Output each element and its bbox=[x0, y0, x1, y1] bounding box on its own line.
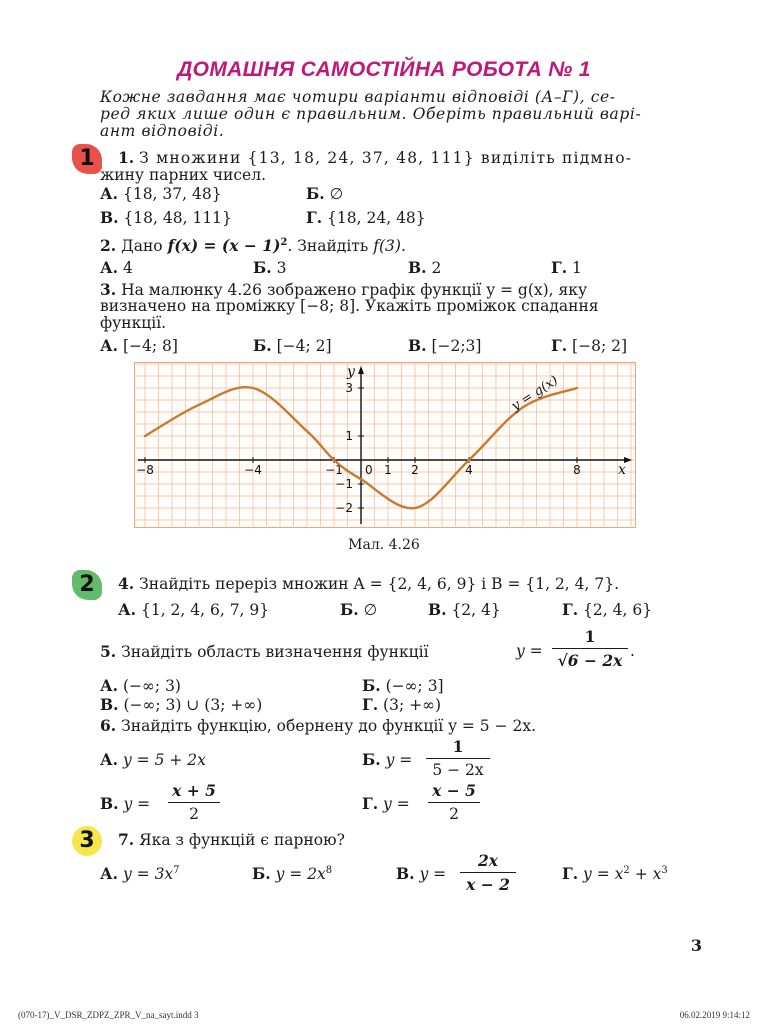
page-title: ДОМАШНЯ САМОСТІЙНА РОБОТА № 1 bbox=[177, 58, 591, 81]
task-5-period: . bbox=[630, 642, 635, 660]
task-7-option-d: Г. $y = x^2 + x^3$ bbox=[562, 864, 668, 883]
task-1-number: 1. bbox=[118, 148, 135, 167]
level-2-badge: 2 bbox=[72, 570, 102, 600]
task-7-option-c-fraction: 2x x − 2 bbox=[460, 852, 516, 893]
task-5-y-eq: y = bbox=[516, 642, 543, 660]
task-4-option-b: Б. ∅ bbox=[340, 600, 378, 619]
task-4-statement: 4. Знайдіть переріз множин A = {2, 4, 6, 9} і B = {1, 2, 4, 7}. bbox=[118, 574, 620, 593]
graph-frame bbox=[135, 363, 636, 528]
task-6-option-c-fraction: x + 5 2 bbox=[168, 782, 220, 823]
task-6-option-d-fraction: x − 5 2 bbox=[428, 782, 480, 823]
x-tick-label: 2 bbox=[411, 463, 419, 477]
y-tick-label: 3 bbox=[345, 381, 353, 395]
x-tick-label: −8 bbox=[136, 463, 154, 477]
task-6-option-b-label: Б. y = bbox=[362, 750, 413, 769]
task-4-option-d: Г. {2, 4, 6} bbox=[562, 600, 653, 619]
curve-label: y = g(x) bbox=[508, 373, 561, 415]
figure-caption: Мал. 4.26 bbox=[348, 537, 420, 553]
task-2-option-a: А. 4 bbox=[100, 258, 133, 277]
task-2-option-b: Б. 3 bbox=[253, 258, 287, 277]
task-2-option-d: Г. 1 bbox=[551, 258, 582, 277]
task-3-option-a: А. [−4; 8] bbox=[100, 336, 178, 355]
page-number: 3 bbox=[690, 936, 702, 955]
task-5-option-d: Г. (3; +∞) bbox=[362, 695, 442, 714]
task-5-statement: 5. Знайдіть область визначення функції bbox=[100, 642, 429, 661]
y-tick-label: −1 bbox=[335, 477, 353, 491]
task-5-option-a: А. (−∞; 3) bbox=[100, 676, 181, 695]
task-5-option-b: Б. (−∞; 3] bbox=[362, 676, 444, 695]
task-3-option-d: Г. [−8; 2] bbox=[551, 336, 628, 355]
task-3-option-c: В. [−2;3] bbox=[408, 336, 482, 355]
task-6-option-a: А. y = 5 + 2x bbox=[100, 750, 206, 769]
x-tick-label: −4 bbox=[244, 463, 262, 477]
function-graph bbox=[134, 362, 636, 528]
x-axis-label: x bbox=[618, 462, 626, 478]
task-6-option-d-label: Г. y = bbox=[362, 794, 410, 813]
task-7-option-c-label: В. y = bbox=[396, 864, 447, 883]
task-5-option-c: В. (−∞; 3) ∪ (3; +∞) bbox=[100, 695, 263, 714]
x-tick-label: 4 bbox=[465, 463, 473, 477]
y-tick-label: −2 bbox=[335, 501, 353, 515]
intro-line-3: ант відповіді. bbox=[100, 122, 225, 140]
task-7-option-b: Б. $y = 2x^8$ bbox=[252, 864, 333, 883]
footer-file-name: (070-17)_V_DSR_ZDPZ_ZPR_V_na_sayt.indd 3 bbox=[18, 1010, 199, 1020]
task-6-option-b-fraction: 1 5 − 2x bbox=[426, 738, 490, 779]
task-1-option-b: Б. ∅ bbox=[306, 184, 344, 203]
task-3-line-3: функції. bbox=[100, 314, 167, 332]
task-3-line-1: 3. На малюнку 4.26 зображено графік функції y = g(x), яку bbox=[100, 280, 588, 299]
task-4-option-c: В. {2, 4} bbox=[428, 600, 501, 619]
x-tick-label: −1 bbox=[325, 463, 343, 477]
task-3-line-2: визначено на проміжку [−8; 8]. Укажіть проміжок спадання bbox=[100, 297, 599, 315]
level-3-badge: 3 bbox=[72, 826, 102, 856]
task-1-option-a: А. {18, 37, 48} bbox=[100, 184, 222, 203]
task-3-option-b: Б. [−4; 2] bbox=[253, 336, 332, 355]
task-6-statement: 6. Знайдіть функцію, обернену до функції y = 5 − 2x. bbox=[100, 716, 537, 735]
task-2-formula: f(x) = (x − 1) bbox=[167, 236, 281, 255]
task-5-fraction: 1 √6 − 2x bbox=[552, 628, 628, 669]
level-1-badge: 1 bbox=[72, 144, 102, 174]
task-4-option-a: А. {1, 2, 4, 6, 7, 9} bbox=[118, 600, 270, 619]
task-6-option-c-label: В. y = bbox=[100, 794, 151, 813]
y-tick-label: 1 bbox=[345, 429, 353, 443]
intro-line-2: ред яких лише один є правильним. Оберіть правильний варі- bbox=[100, 105, 642, 123]
y-axis-label: y bbox=[347, 364, 355, 380]
x-tick-label: 0 bbox=[365, 463, 373, 477]
task-2-statement: 2. Дано $f(x) = (x - 1)^2$. Знайдіть f(3). bbox=[100, 236, 406, 255]
x-tick-label: 8 bbox=[573, 463, 581, 477]
task-1-text-1: З множини {13, 18, 24, 37, 48, 111} виділіть підмно- bbox=[139, 149, 633, 167]
task-2-option-c: В. 2 bbox=[408, 258, 442, 277]
task-7-statement: 7. Яка з функцій є парною? bbox=[118, 830, 345, 849]
task-7-option-a: А. $y = 3x^7$ bbox=[100, 864, 180, 883]
intro-line-1: Кожне завдання має чотири варіанти відповіді (А–Г), се- bbox=[100, 88, 616, 106]
task-1-text-2: жину парних чисел. bbox=[100, 166, 266, 184]
task-1-line-1 bbox=[118, 148, 632, 167]
task-1-option-c: В. {18, 48, 111} bbox=[100, 208, 232, 227]
task-1-option-d: Г. {18, 24, 48} bbox=[306, 208, 426, 227]
x-tick-label: 1 bbox=[384, 463, 392, 477]
footer-timestamp: 06.02.2019 9:14:12 bbox=[679, 1010, 750, 1020]
